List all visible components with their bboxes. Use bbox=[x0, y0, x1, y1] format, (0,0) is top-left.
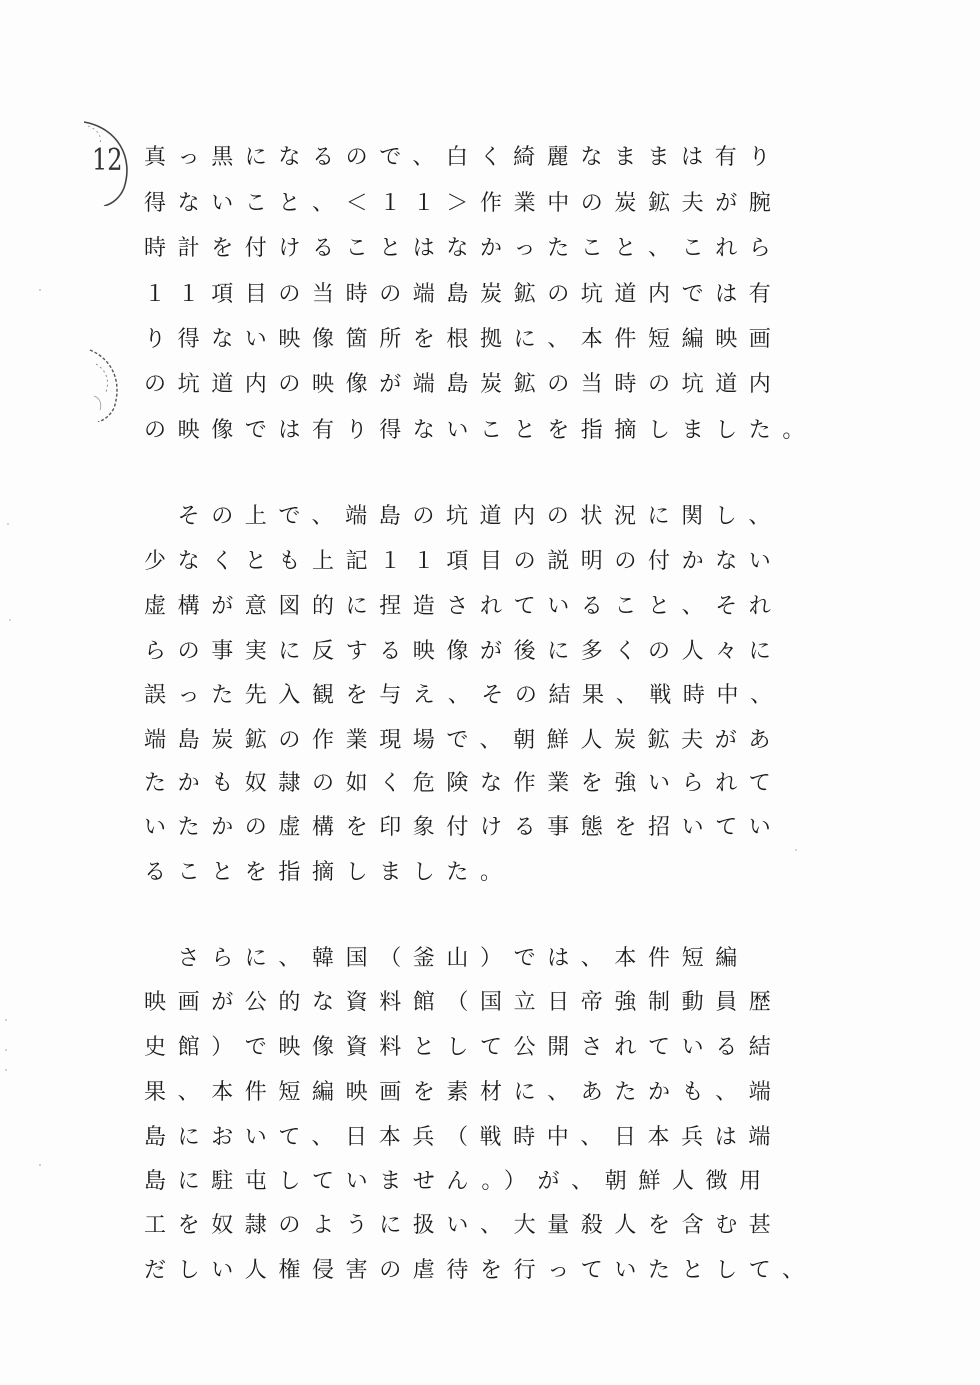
text-line-7: の映像では有り得ないことを指摘しました。 bbox=[144, 418, 817, 443]
text-line-23: 工を奴隷のように扱い、大量殺人を含む甚 bbox=[144, 1213, 783, 1238]
text-line-1: 真っ黒になるので、白く綺麗なままは有り bbox=[144, 145, 782, 170]
text-line-21: 島において、日本兵（戦時中、日本兵は端 bbox=[144, 1125, 782, 1150]
text-line-6: の坑道内の映像が端島炭鉱の当時の坑道内 bbox=[144, 372, 783, 397]
text-line-4: １１項目の当時の端島炭鉱の坑道内では有 bbox=[144, 282, 783, 307]
text-line-3: 時計を付けることはなかったこと、これら bbox=[144, 236, 783, 261]
text-line-13: 端島炭鉱の作業現場で、朝鮮人炭鉱夫があ bbox=[144, 728, 782, 753]
text-line-11: らの事実に反する映像が後に多くの人々に bbox=[144, 639, 783, 664]
text-line-17: さらに、韓国（釜山）では、本件短編 bbox=[144, 946, 749, 971]
text-line-20: 果、本件短編映画を素材に、あたかも、端 bbox=[144, 1080, 783, 1105]
text-line-14: たかも奴隷の如く危険な作業を強いられて bbox=[144, 771, 783, 796]
text-line-5: り得ない映像箇所を根拠に、本件短編映画 bbox=[144, 327, 783, 352]
text-line-22: 島に駐屯していません。）が、朝鮮人徴用 bbox=[144, 1169, 773, 1194]
seal-mark bbox=[84, 346, 124, 422]
text-line-9: 少なくとも上記１１項目の説明の付かない bbox=[144, 549, 783, 574]
text-line-24: だしい人権侵害の虐待を行っていたとして、 bbox=[144, 1258, 816, 1283]
text-line-10: 虚構が意図的に捏造されていること、それ bbox=[144, 594, 783, 619]
text-line-8: その上で、端島の坑道内の状況に関し、 bbox=[144, 504, 782, 529]
text-line-12: 誤った先入観を与え、その結果、戦時中、 bbox=[144, 683, 784, 708]
text-line-2: 得ないこと、＜１１＞作業中の炭鉱夫が腕 bbox=[144, 191, 783, 216]
page-number: 12 bbox=[92, 143, 123, 178]
text-line-16: ることを指摘しました。 bbox=[144, 860, 514, 885]
text-line-19: 史館）で映像資料として公開されている結 bbox=[144, 1035, 783, 1060]
text-line-18: 映画が公的な資料館（国立日帝強制動員歴 bbox=[144, 990, 783, 1015]
text-line-15: いたかの虚構を印象付ける事態を招いてい bbox=[144, 815, 783, 840]
